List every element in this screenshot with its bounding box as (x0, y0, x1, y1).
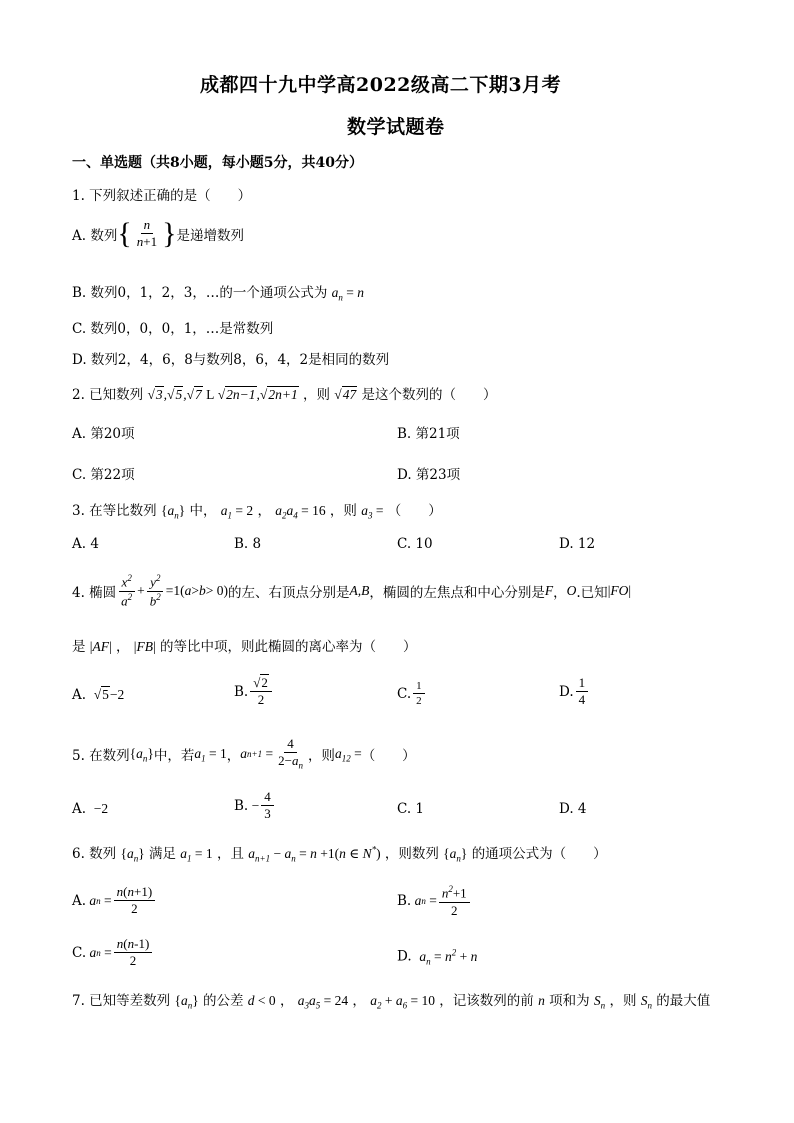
question-2-option-c: C. 第22项 (72, 467, 135, 483)
q4-mid1: 的左、右顶点分别是 (228, 585, 350, 602)
q3-mid3: ，则 (329, 503, 357, 519)
exam-title: 成都四十九中学高2022级高二下期3月考 (200, 74, 562, 96)
q2-prefix: 2. 已知数列 (72, 387, 144, 403)
q4-FO: |FO| (607, 583, 632, 599)
q6-d-value: $a_n = n^2 + n$ (415, 947, 478, 967)
question-2-option-d: D. 第23项 (397, 467, 461, 483)
q6-seq2: $\{a_n\}$ (443, 846, 468, 864)
q5-seq: $\{a_n\}$ (129, 745, 154, 764)
question-4-option-c (397, 680, 427, 707)
question-2-stem (72, 383, 497, 403)
q7-mid4: ，记该数列的前 (439, 993, 534, 1009)
q7-a3a5: $a_3a_5 = 24$ (297, 993, 349, 1011)
question-2-option-a: A. 第20项 (72, 426, 135, 442)
q4-AF: |AF| (89, 639, 112, 654)
q5-a1: $a_1 = 1$ (194, 745, 227, 764)
q4-line2-mid: ， (116, 639, 130, 655)
q5-prefix: 5. 在数列 (72, 748, 130, 765)
question-6-option-a (72, 885, 157, 917)
question-7-stem (72, 989, 710, 1011)
q6-d-label: D. (397, 948, 412, 965)
q4-d-label: D. (559, 683, 574, 700)
q4-c-label: C. (397, 685, 412, 702)
q4-mid3: ， (553, 585, 567, 602)
question-5-option-b (234, 790, 276, 822)
section-heading: 一、单选题（共8小题，每小题5分，共40分） (72, 155, 363, 171)
q7-mid6: ，则 (609, 993, 637, 1009)
question-5-option-a (72, 801, 108, 817)
q6-seq: $\{a_n\}$ (120, 846, 145, 864)
question-3-option-b: B. 8 (234, 536, 262, 552)
q6-a-value: a n = $\frac{n(n+1)}{2}$ (86, 885, 157, 917)
q3-a3: $a_3$ = (361, 503, 384, 521)
question-4-option-a (72, 687, 124, 703)
q4-FB: |FB| (133, 639, 156, 654)
q4-AB: A,B (349, 583, 370, 599)
q5-a12: $a_{12}$ = (334, 745, 362, 764)
question-6-option-d (397, 947, 477, 966)
q6-a1: $a_1 = 1$ (180, 846, 213, 864)
question-5-stem (72, 737, 416, 772)
q6-mid3: ，则数列 (384, 846, 439, 862)
q1-b-prefix: B. 数列0，1，2，3，…的一个通项公式为 (72, 285, 328, 301)
q6-recurrence: $a_{n+1} - a_n = n +1(n$ ∈ N*) (248, 844, 381, 864)
q3-mid1: 中， (189, 503, 217, 519)
q4-b-label: B. (234, 683, 249, 700)
q6-c-value: a n = $\frac{n(n-1)}{2}$ (86, 937, 154, 969)
q4-b-value: $\frac{√2}{2}$ (248, 676, 274, 708)
q4-mid4: .已知 (576, 585, 608, 602)
q7-seq: $\{a_n\}$ (174, 993, 199, 1011)
q6-suffix: 的通项公式为（ ） (471, 846, 607, 862)
question-5-option-d: D. 4 (559, 801, 587, 817)
q4-mid2: ，椭圆的左焦点和中心分别是 (369, 585, 545, 602)
question-6-option-c (72, 937, 154, 969)
question-1-option-a (72, 218, 244, 250)
q7-mid1: 的公差 (202, 993, 244, 1009)
question-4-option-b (234, 676, 274, 708)
q4-prefix: 4. 椭圆 (72, 585, 117, 602)
q2-sequence: √3,√5,√7 L √2n−1,√2n+1 (147, 387, 298, 402)
q1-a-suffix: 是递增数列 (176, 227, 244, 244)
q4-F: F (544, 583, 554, 599)
q4-O: O (566, 583, 577, 599)
q6-b-label: B. (397, 893, 412, 910)
q2-suffix: 是这个数列的（ ） (361, 387, 497, 403)
q5-a-value: −2 (90, 801, 109, 816)
q7-mid2: ， (279, 993, 294, 1009)
question-3-option-d: D. 12 (559, 536, 596, 552)
q5-a-label: A. (72, 801, 87, 817)
q7-Sn: $S_n$ (593, 993, 606, 1011)
q1-b-formula: $a_n = n$ (331, 285, 365, 303)
q5-suffix: （ ） (361, 748, 416, 765)
question-2-option-b: B. 第21项 (397, 426, 460, 442)
q4-ellipse-equation: $\frac{x^2}{a^2}$ + $\frac{y^2}{b^2}$ =1( a > b > 0) (116, 574, 228, 608)
q6-prefix: 6. 数列 (72, 846, 117, 862)
q7-mid5: 项和为 (549, 993, 590, 1009)
q6-a-label: A. (72, 892, 87, 909)
question-6-stem (72, 842, 607, 864)
q6-c-label: C. (72, 944, 87, 961)
q5-recurrence: a n+1 = $\frac{4}{2-a_n}$ (240, 736, 303, 771)
question-4-option-d (559, 676, 590, 708)
q7-mid3: ， (352, 993, 366, 1009)
q4-line2-suffix: 的等比中项，则此椭圆的离心率为（ ） (160, 639, 417, 655)
question-6-option-b (397, 885, 472, 918)
question-4-line2 (72, 635, 417, 655)
q2-mid: ，则 (303, 387, 330, 403)
q3-mid2: ， (257, 503, 271, 519)
q5-b-label: B. (234, 797, 249, 814)
q7-prefix: 7. 已知等差数列 (72, 993, 171, 1009)
q4-line2-prefix: 是 (72, 639, 86, 655)
q1-a-sequence: { $\frac{n}{n+1}$ } (117, 216, 177, 250)
q2-sqrt47: √47 (334, 387, 357, 402)
q3-prefix: 3. 在等比数列 (72, 503, 157, 519)
q3-a1: $a_1 = 2$ (220, 503, 254, 521)
q4-c-value: $\frac{1}{2}$ (411, 680, 427, 707)
q6-mid1: 满足 (148, 846, 176, 862)
question-3-option-c: C. 10 (397, 536, 433, 552)
q3-a2a4: $a_2a_4 = 16$ (275, 503, 326, 521)
question-3-option-a: A. 4 (72, 536, 99, 552)
q5-mid3: ，则 (307, 748, 335, 765)
q5-mid1: 中，若 (153, 748, 195, 765)
q4-a-label: A. (72, 687, 87, 703)
question-3-stem (72, 499, 442, 521)
q4-a-value: √5−2 (93, 687, 125, 702)
question-1-option-c: C. 数列0，0，0，1，…是常数列 (72, 321, 274, 337)
question-5-option-c: C. 1 (397, 801, 425, 817)
q5-mid2: ， (226, 748, 241, 765)
question-4-stem (72, 574, 631, 608)
q7-d: d < 0 (247, 993, 276, 1008)
q6-mid2: ，且 (216, 846, 244, 862)
q3-suffix: （ ） (387, 503, 442, 519)
question-1-option-d: D. 数列2，4，6，8与数列8，6，4，2是相同的数列 (72, 352, 390, 368)
q7-a2a6: $a_2 + a_6 = 10$ (370, 993, 435, 1011)
question-1-option-b (72, 281, 364, 303)
q3-seq: $\{a_n\}$ (160, 503, 186, 521)
q6-b-value: a n = $\frac{n^2+1}{2}$ (411, 885, 471, 918)
q7-suffix: 的最大值 (656, 993, 711, 1009)
q5-b-value: − $\frac{4}{3}$ (248, 790, 276, 822)
exam-subtitle: 数学试题卷 (347, 116, 445, 138)
q4-d-value: $\frac{1}{4}$ (574, 676, 591, 708)
question-1-stem: 1. 下列叙述正确的是（ ） (72, 188, 252, 204)
q1-a-prefix: A. 数列 (72, 227, 118, 244)
q7-n: n (538, 993, 545, 1008)
q7-Sn2: $S_n$ (640, 993, 652, 1011)
